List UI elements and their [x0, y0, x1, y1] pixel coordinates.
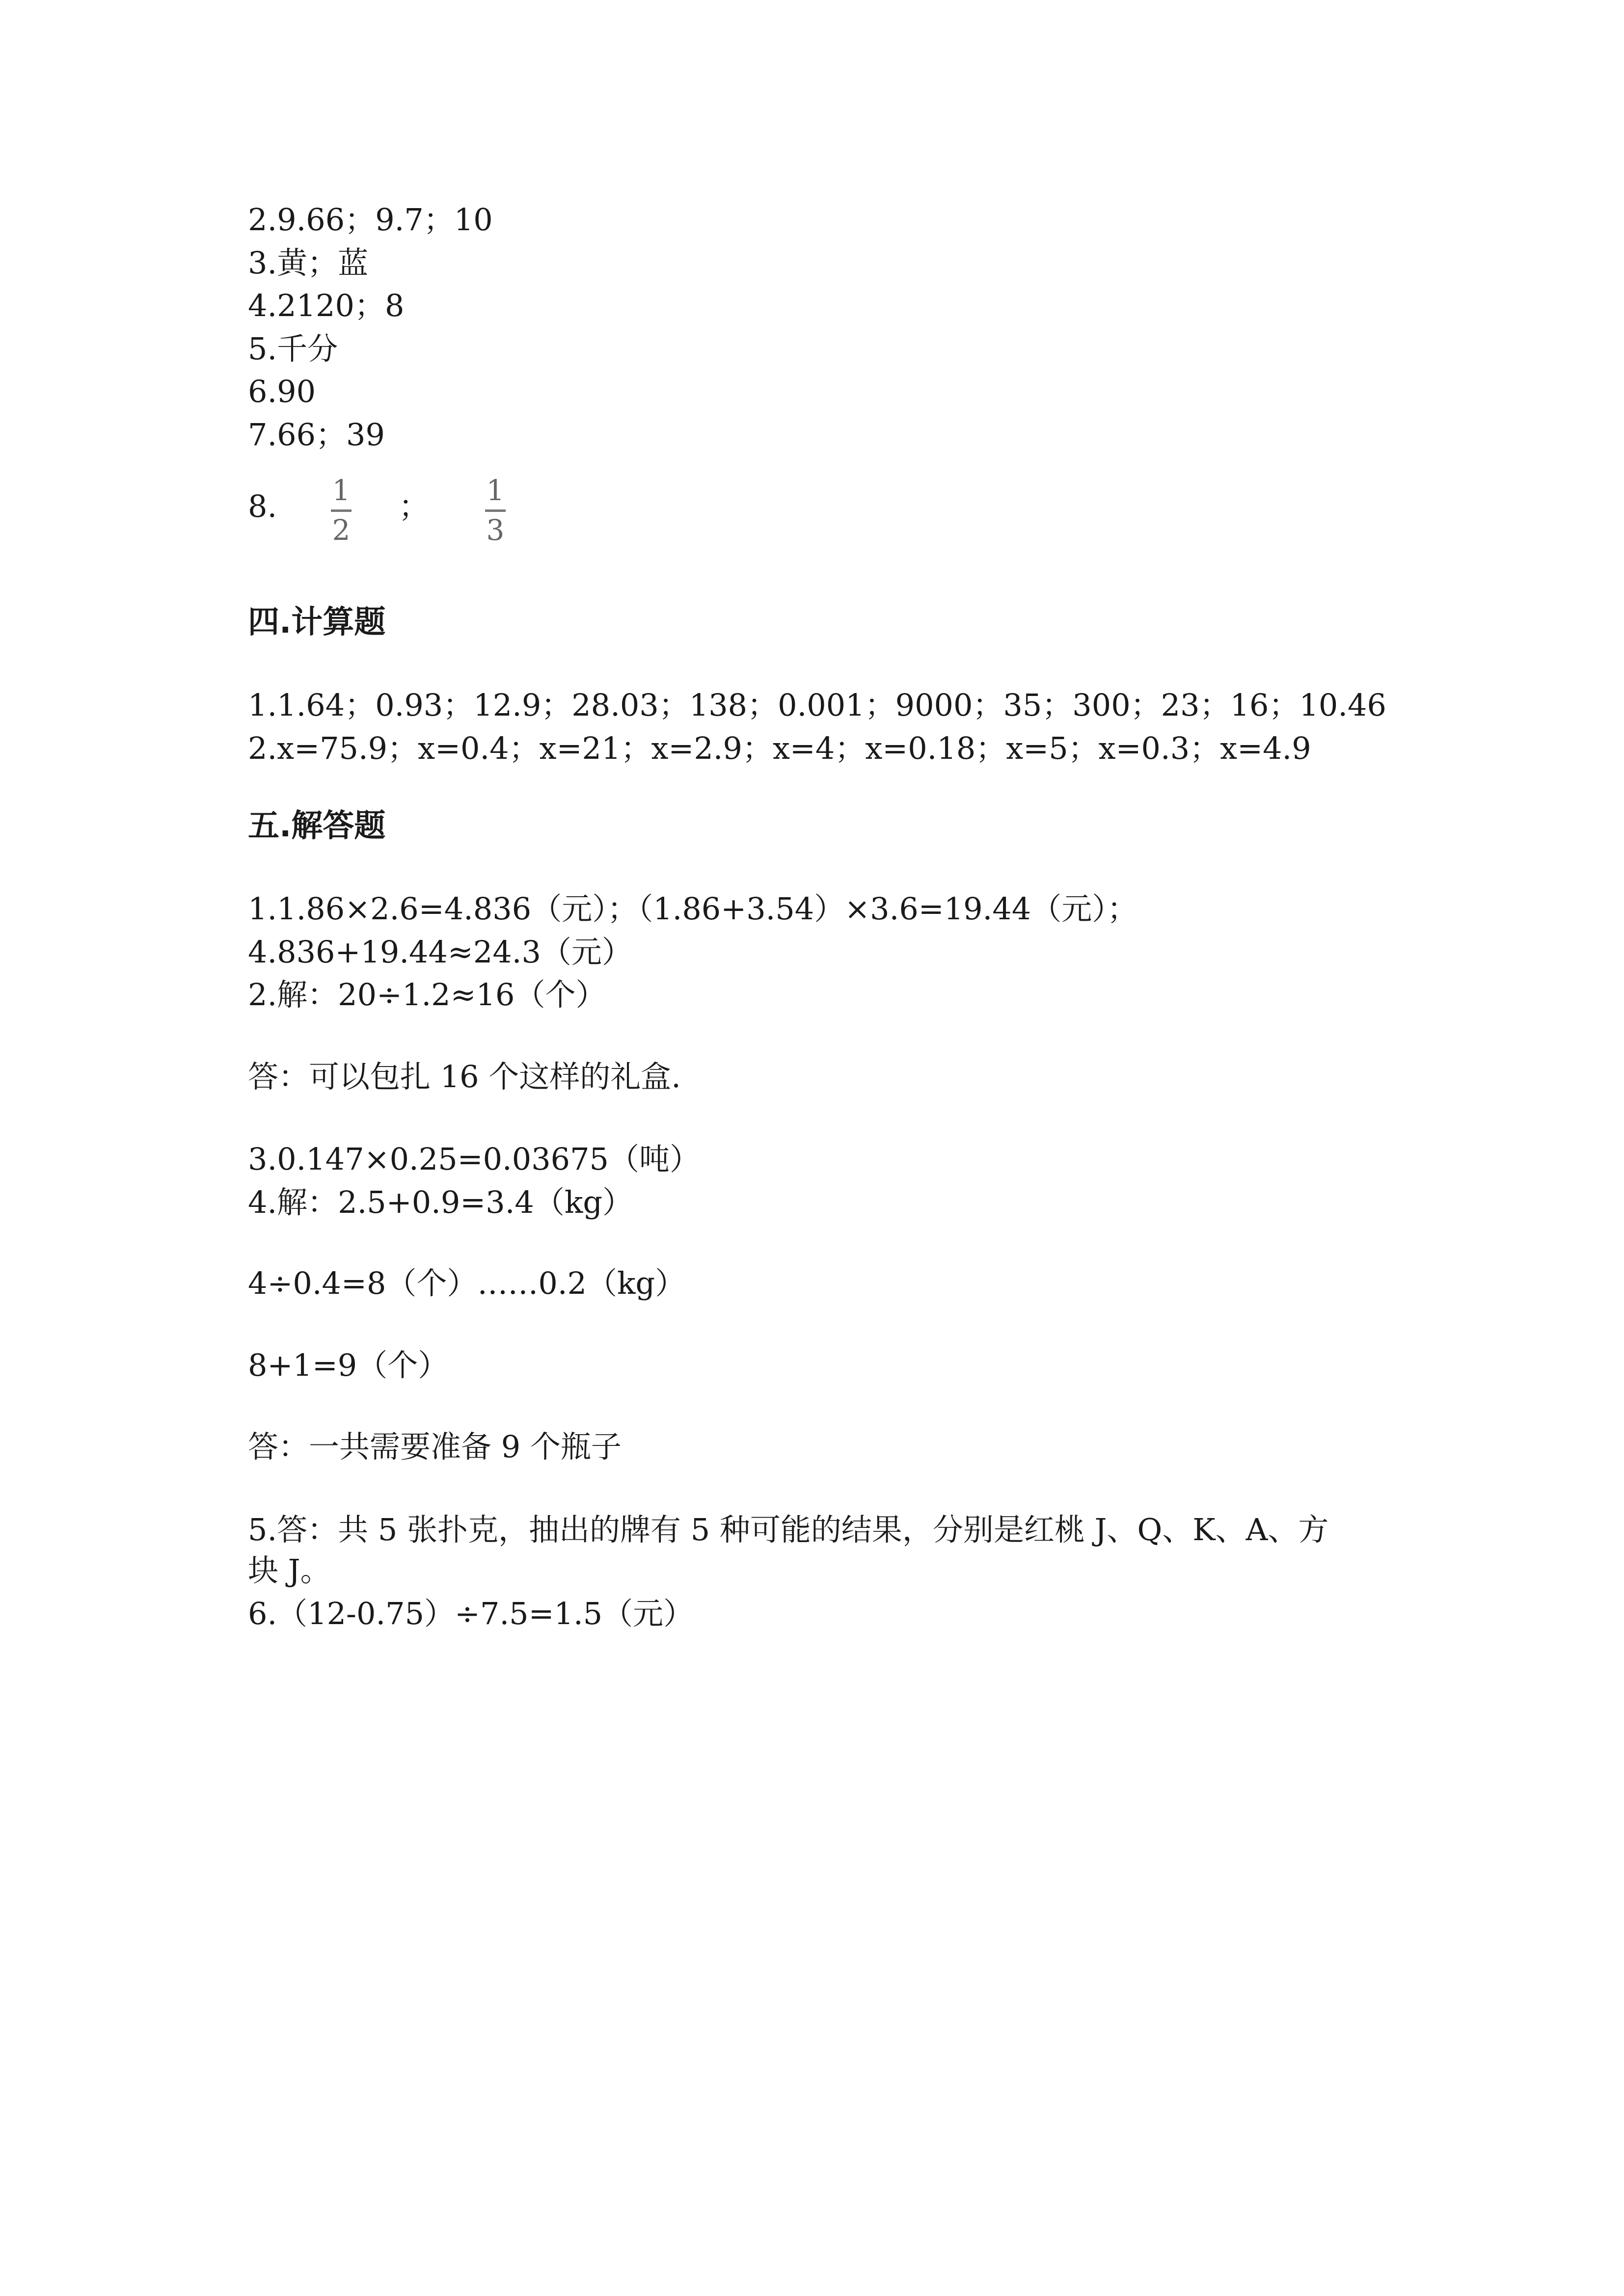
fraction-bar — [485, 509, 506, 512]
answer-line: 块 J。 — [248, 1552, 331, 1588]
answer-line: 1.1.86×2.6=4.836（元）；（1.86+3.54）×3.6=19.44（元）； — [248, 891, 1138, 927]
answer-line: 4÷0.4=8（个）……0.2（kg） — [248, 1265, 686, 1301]
answer-line: 1.1.64；0.93；12.9；28.03；138；0.001；9000；35；300；23；16；10.46 — [248, 687, 1386, 723]
answer-line: 2.x=75.9；x=0.4；x=21；x=2.9；x=4；x=0.18；x=5；x=0.3；x=4.9 — [248, 730, 1311, 766]
answer-item8-separator: ； — [399, 488, 430, 524]
answer-line: 2.9.66；9.7；10 — [248, 202, 493, 238]
section-heading-solutions: 五.解答题 — [248, 808, 386, 844]
answer-line: 4.836+19.44≈24.3（元） — [248, 934, 632, 970]
fraction-denominator: 3 — [486, 513, 505, 547]
answer-line: 8+1=9（个） — [248, 1347, 449, 1383]
answer-line: 答：可以包扎 16 个这样的礼盒. — [248, 1059, 681, 1095]
answer-line: 3.黄；蓝 — [248, 245, 369, 281]
answer-line: 6.（12-0.75）÷7.5=1.5（元） — [248, 1596, 694, 1631]
fraction-denominator: 2 — [332, 513, 351, 547]
fraction-numerator: 1 — [332, 474, 351, 507]
answer-line: 2.解：20÷1.2≈16（个） — [248, 977, 606, 1013]
section-heading-calculation: 四.计算题 — [248, 604, 386, 641]
answer-line: 3.0.147×0.25=0.03675（吨） — [248, 1141, 700, 1177]
answer-line: 6.90 — [248, 374, 316, 409]
answer-line: 4.2120；8 — [248, 288, 405, 323]
answer-line: 5.千分 — [248, 331, 338, 367]
answer-item8-prefix: 8. — [248, 488, 277, 524]
answer-line: 答：一共需要准备 9 个瓶子 — [248, 1429, 622, 1465]
answer-line: 4.解：2.5+0.9=3.4（kg） — [248, 1184, 633, 1220]
answer-line: 5.答：共 5 张扑克，抽出的牌有 5 种可能的结果，分别是红桃 J、Q、K、A、方 — [248, 1512, 1329, 1548]
fraction-one-half — [331, 474, 352, 547]
fraction-bar — [331, 509, 352, 512]
fraction-numerator: 1 — [486, 474, 505, 507]
answer-line: 7.66；39 — [248, 417, 385, 453]
fraction-one-third — [485, 474, 506, 547]
